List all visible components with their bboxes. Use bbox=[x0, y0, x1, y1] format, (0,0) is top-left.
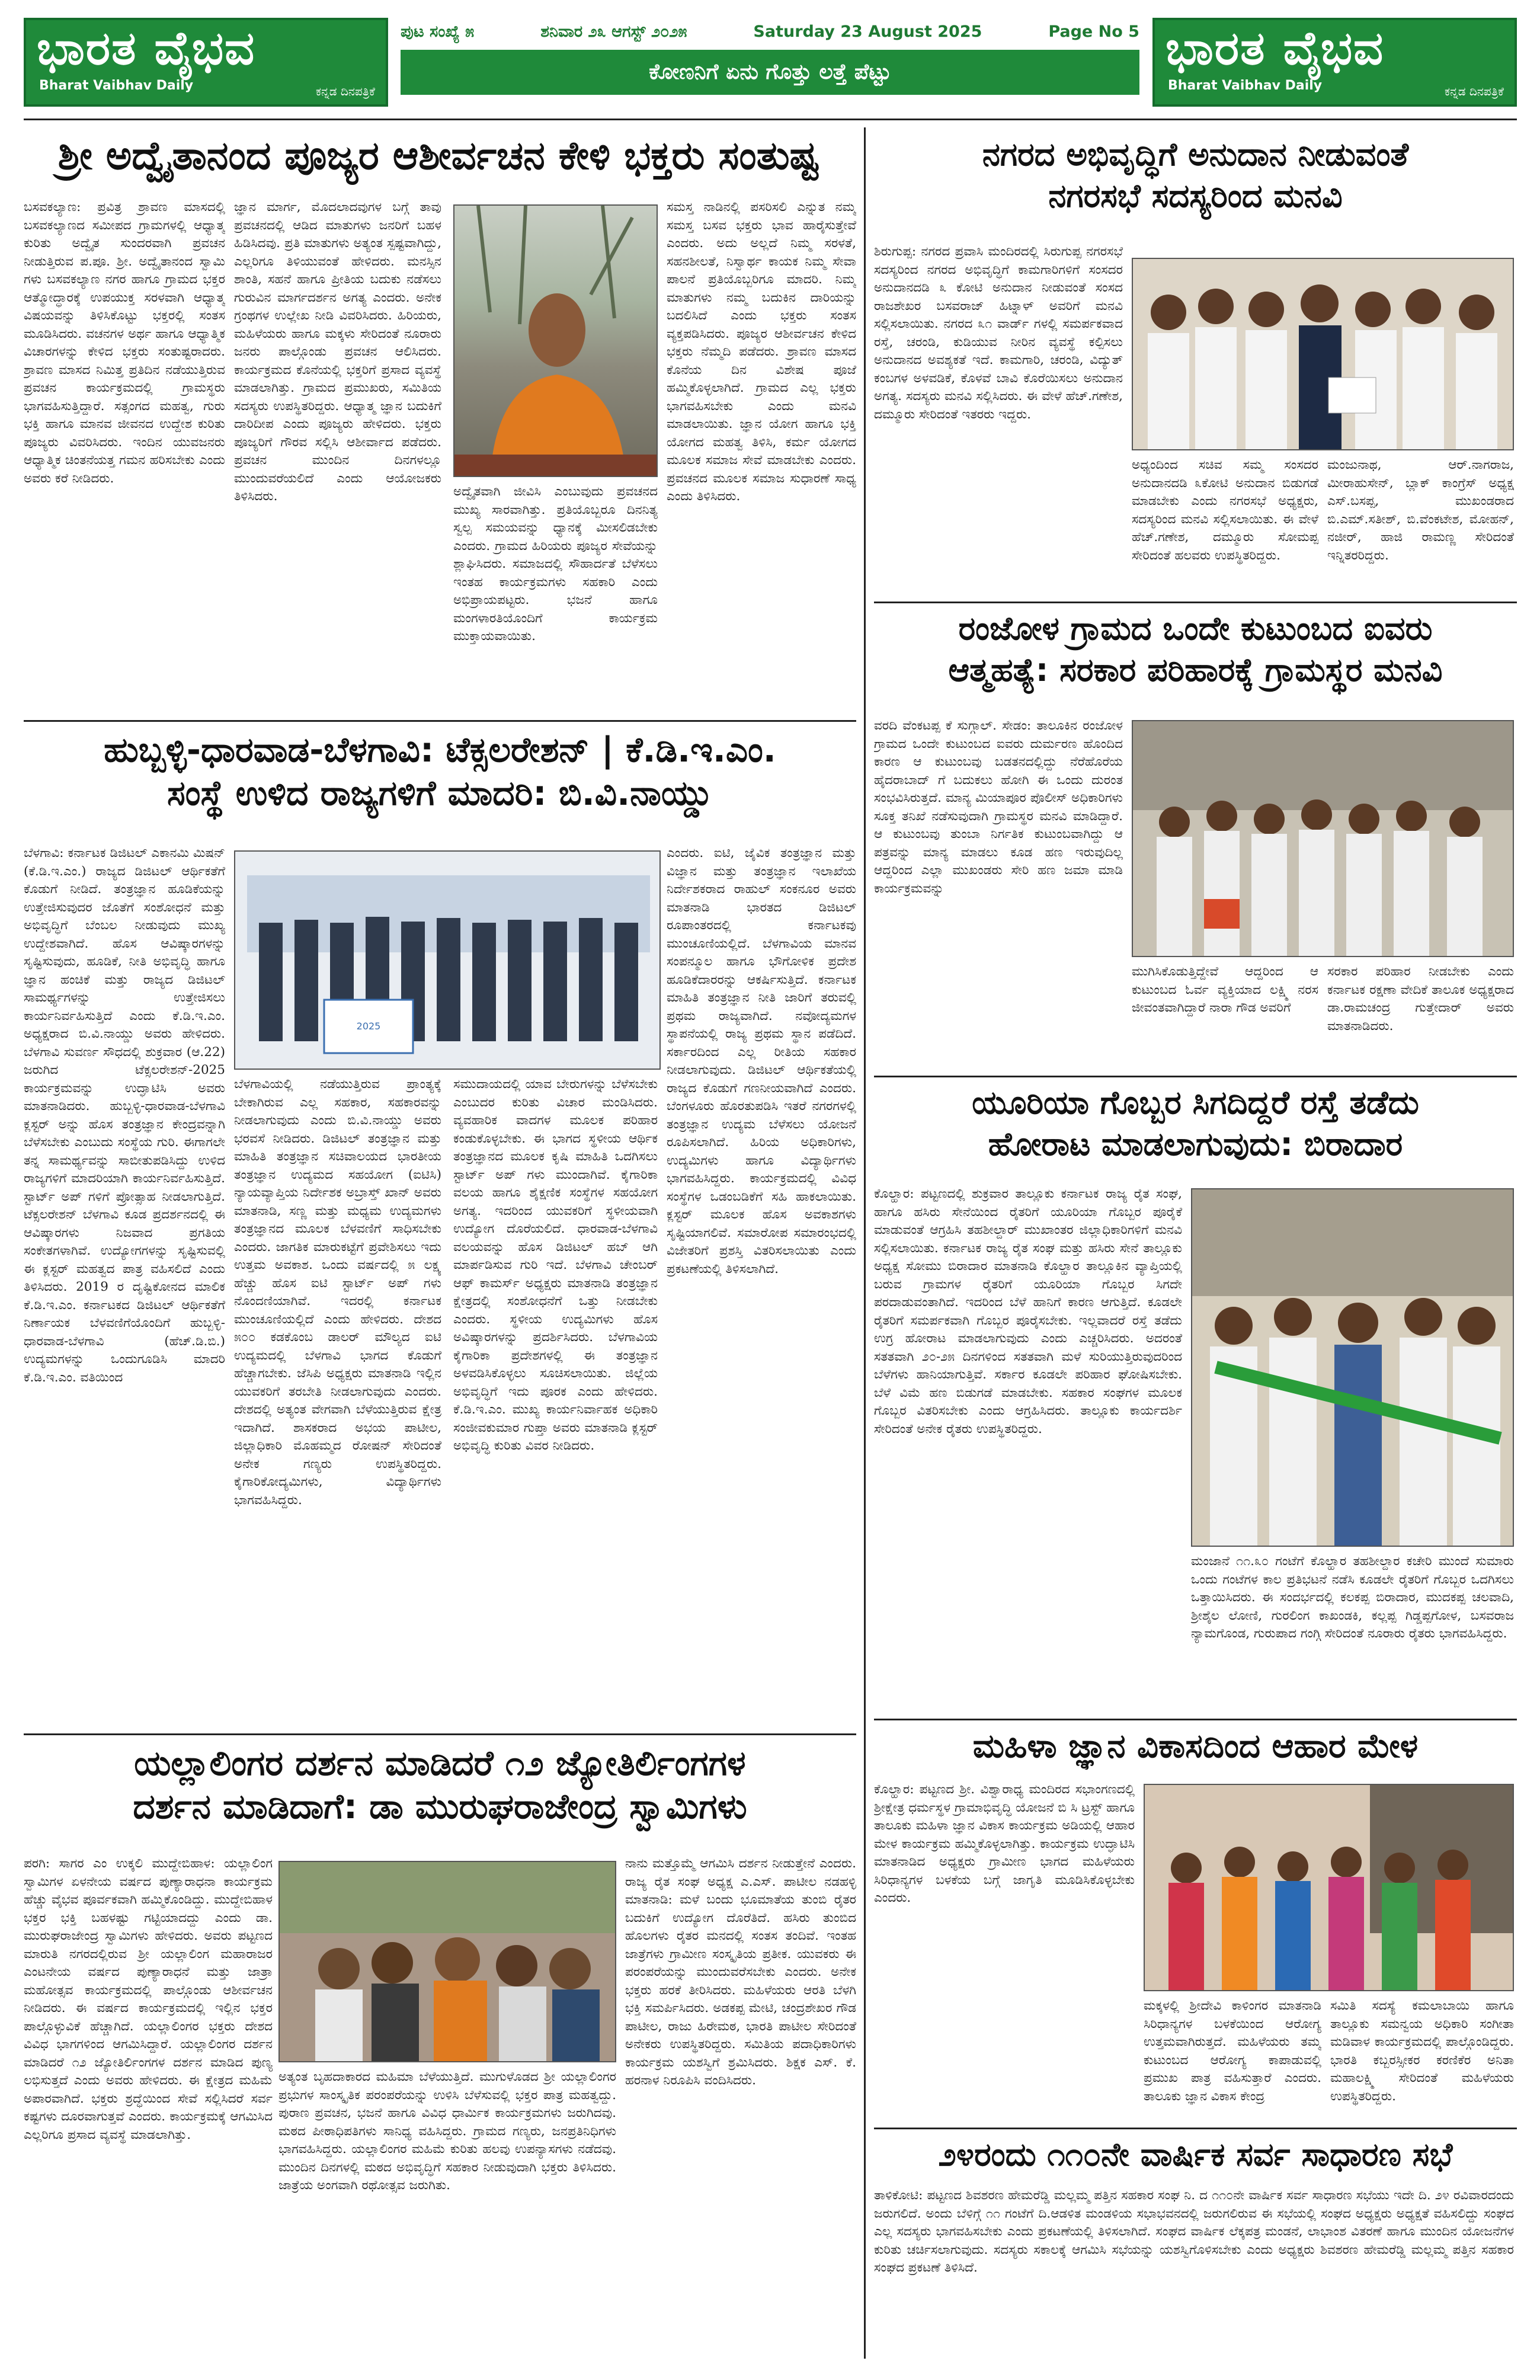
photo-yallalinga bbox=[278, 1861, 616, 2062]
photo-food-fair bbox=[1144, 1784, 1514, 1991]
masthead-left bbox=[24, 18, 388, 107]
article-b4-col2: ಮಕ್ಕಳಲ್ಲಿ ಶ್ರೀದೇವಿ ಕಾಳಿಂಗರ ಮಾತನಾಡಿ ಸಿರಿಧಾನ್ಯಗಳ ಬಳಕೆಯಿಂದ ಆರೋಗ್ಯ ಉತ್ತಮವಾಗಿರುತ್ತದೆ. ಮಹಿಳೆಯರು ತಮ್ಮ ಕುಟುಂಬದ ಆರೋಗ್ಯ ಕಾಪಾಡುವಲ್ಲಿ ಪ್ರಮುಖ ಪಾತ್ರ ವಹಿಸುತ್ತಾರೆ ಎಂದರು. ತಾಲೂಕು ಜ್ಞಾನ ವಿಕಾಸ ಕೇಂದ್ರ bbox=[1144, 1998, 1321, 2104]
issue-number: ಪುಟ ಸಂಖ್ಯೆ ೫ bbox=[401, 23, 475, 41]
article-b4-col3: ಸಮಿತಿ ಸದಸ್ಯೆ ಕಮಲಾಬಾಯಿ ಹಾಗೂ ತಾಲ್ಲೂಕು ಸಮನ್ವಯ ಅಧಿಕಾರಿ ಸಂಗೀತಾ ಮಡಿವಾಳ ಕಾರ್ಯಕ್ರಮದಲ್ಲಿ ಪಾಲ್ಗೊಂಡಿದ್ದರು. ಭಾರತಿ ಕಬ್ಬರಸ್ಸೀಕರ ಕರಣಿಕೆರ ಅನಿತಾ ಮಹಾಲಕ್ಷ್ಮಿ ಸೇರಿದಂತೆ ಮಹಿಳೆಯರು ಉಪಸ್ಥಿತರಿದ್ದರು. bbox=[1330, 1998, 1514, 2104]
photo-municipal-council bbox=[1132, 258, 1514, 450]
article-b2-col3: ಸರಕಾರ ಪರಿಹಾರ ನೀಡಬೇಕು ಎಂದು ಕರ್ನಾಟಕ ರಕ್ಷಣಾ ವೇದಿಕೆ ತಾಲೂಕ ಅಧ್ಯಕ್ಷರಾದ ಡಾ.ರಾಮಚಂದ್ರ ಗುತ್ತೇದಾರ್ ಅವರು ಮಾತನಾಡಿದರು. bbox=[1327, 964, 1514, 1034]
article-a1-col2: ಜ್ಞಾನ ಮಾರ್ಗ, ಮೊದಲಾದವುಗಳ ಬಗ್ಗೆ ತಾವು ಪ್ರವಚನದಲ್ಲಿ ಆಡಿದ ಮಾತುಗಳು ಜನರಿಗೆ ಬಹಳ ಹಿಡಿಸಿದವು. ಪ್ರತಿ ಮಾತುಗಳು ಅತ್ಯಂತ ಸ್ಪಷ್ಟವಾಗಿದ್ದು, ಎಲ್ಲರಿಗೂ ತಿಳಿಯುವಂತೆ ಹೇಳಿದರು. ಮನಸ್ಸಿನ ಶಾಂತಿ, ಸಹನೆ ಹಾಗೂ ಪ್ರೀತಿಯ ಬದುಕು ನಡೆಸಲು ಗುರುವಿನ ಮಾರ್ಗದರ್ಶನ ಅಗತ್ಯ ಎಂದರು. ಅನೇಕ ಗ್ರಂಥಗಳ ಉಲ್ಲೇಖ ನೀಡಿ ವಿವರಿಸಿದರು. ಹಿರಿಯರು, ಮಹಿಳೆಯರು ಹಾಗೂ ಮಕ್ಕಳು ಸೇರಿದಂತೆ ನೂರಾರು ಜನರು ಪಾಲ್ಗೊಂಡು ಪ್ರವಚನ ಆಲಿಸಿದರು. ಕಾರ್ಯಕ್ರಮದ ಕೊನೆಯಲ್ಲಿ ಭಕ್ತರಿಗೆ ಪ್ರಸಾದ ವ್ಯವಸ್ಥೆ ಮಾಡಲಾಗಿತ್ತು. ಗ್ರಾಮದ ಪ್ರಮುಖರು, ಸಮಿತಿಯ ಸದಸ್ಯರು ಉಪಸ್ಥಿತರಿದ್ದರು. ಆಧ್ಯಾತ್ಮ ಜ್ಞಾನ ಬದುಕಿಗೆ ದಾರಿದೀಪ ಎಂದು ಪೂಜ್ಯರು ಹೇಳಿದರು. ಭಕ್ತರು ಪೂಜ್ಯರಿಗೆ ಗೌರವ ಸಲ್ಲಿಸಿ ಆಶೀರ್ವಾದ ಪಡೆದರು. ಪ್ರವಚನ ಮುಂದಿನ ದಿನಗಳಲ್ಲೂ ಮುಂದುವರೆಯಲಿದೆ ಎಂದು ಆಯೋಜಕರು ತಿಳಿಸಿದರು. bbox=[234, 200, 441, 504]
article-a2-col2: ಬೆಳಗಾವಿಯಲ್ಲಿ ನಡೆಯುತ್ತಿರುವ ಪ್ರಾಂತ್ಯಕ್ಕೆ ಬೇಕಾಗಿರುವ ಎಲ್ಲ ಸಹಕಾರ, ಸಹಕಾರವನ್ನು ನೀಡಲಾಗುವುದು ಎಂದು ಬಿ.ವಿ.ನಾಯ್ಡು ಅವರು ಭರವಸೆ ನೀಡಿದರು. ಡಿಜಿಟಲ್ ತಂತ್ರಜ್ಞಾನ ಮತ್ತು ಮಾಹಿತಿ ತಂತ್ರಜ್ಞಾನ ಸಚಿವಾಲಯದ ಭಾರತೀಯ ತಂತ್ರಜ್ಞಾನ ಉದ್ಯಮದ ಸಹಯೋಗ (ಐಟಿಸಿ) ನ್ಯಾಯವ್ಯಾಪ್ತಿಯ ನಿರ್ದೇಶಕ ಅಬ್ರಾಸ್ತ್ ಖಾನ್ ಅವರು ಮಾತನಾಡಿ, ಸಣ್ಣ ಮತ್ತು ಮಧ್ಯಮ ಉದ್ಯಮಗಳು ತಂತ್ರಜ್ಞಾನದ ಮೂಲಕ ಬೆಳವಣಿಗೆ ಸಾಧಿಸಬೇಕು ಎಂದರು. ಜಾಗತಿಕ ಮಾರುಕಟ್ಟೆಗೆ ಪ್ರವೇಶಿಸಲು ಇದು ಉತ್ತಮ ಅವಕಾಶ. ಒಂದು ವರ್ಷದಲ್ಲಿ ೫ ಲಕ್ಷ್ಯ ಹೆಚ್ಚು ಹೊಸ ಐಟಿ ಸ್ಟಾರ್ಟ್ ಅಪ್ ಗಳು ನೊಂದಣಿಯಾಗಿವೆ. ಇದರಲ್ಲಿ ಕರ್ನಾಟಕ ಮುಂಚೂಣಿಯಲ್ಲಿದೆ ಎಂದು ಹೇಳಿದರು. ದೇಶದ ೫೦೦ ಕಡಕೊಂಬ ಡಾಲರ್ ಮೌಲ್ಯದ ಐಟಿ ಉದ್ಯಮದಲ್ಲಿ ಬೆಳಗಾವಿ ಭಾಗದ ಕೊಡುಗೆ ಹೆಚ್ಚಾಗಬೇಕು. ಜೆಸಿಪಿ ಅಧ್ಯಕ್ಷರು ಮಾತನಾಡಿ ಇಲ್ಲಿನ ಯುವಕರಿಗೆ ತರಬೇತಿ ನೀಡಲಾಗುವುದು ಎಂದರು. ದೇಶದಲ್ಲಿ ಅತ್ಯಂತ ವೇಗವಾಗಿ ಬೆಳೆಯುತ್ತಿರುವ ಕ್ಷೇತ್ರ ಇದಾಗಿದೆ. ಶಾಸಕರಾದ ಅಭಯ ಪಾಟೀಲ, ಜಿಲ್ಲಾಧಿಕಾರಿ ಮೊಹಮ್ಮದ ರೋಷನ್ ಸೇರಿದಂತೆ ಅನೇಕ ಗಣ್ಯರು ಉಪಸ್ಥಿತರಿದ್ದರು. ಕೈಗಾರಿಕೋದ್ಯಮಿಗಳು, ವಿದ್ಯಾರ್ಥಿಗಳು ಭಾಗವಹಿಸಿದ್ದರು. bbox=[234, 1077, 441, 1508]
article-a2-col4: ಎಂದರು. ಐಟಿ, ಜೈವಿಕ ತಂತ್ರಜ್ಞಾನ ಮತ್ತು ವಿಜ್ಞಾನ ಮತ್ತು ತಂತ್ರಜ್ಞಾನ ಇಲಾಖೆಯ ನಿರ್ದೇಶಕರಾದ ರಾಹುಲ್ ಸಂಕನೂರ ಅವರು ಮಾತನಾಡಿ ಭಾರತದ ಡಿಜಿಟಲ್ ರೂಪಾಂತರದಲ್ಲಿ ಕರ್ನಾಟಕವು ಮುಂಚೂಣಿಯಲ್ಲಿದೆ. ಬೆಳಗಾವಿಯ ಮಾನವ ಸಂಪನ್ಮೂಲ ಹಾಗೂ ಭೌಗೋಳಿಕ ಪ್ರದೇಶ ಹೂಡಿಕೆದಾರರನ್ನು ಆಕರ್ಷಿಸುತ್ತಿದೆ. ಕರ್ನಾಟಕ ಮಾಹಿತಿ ತಂತ್ರಜ್ಞಾನ ನೀತಿ ಜಾರಿಗೆ ತರುವಲ್ಲಿ ಪ್ರಥಮ ರಾಜ್ಯವಾಗಿದೆ. ನವೋದ್ಯಮಗಳ ಸ್ಥಾಪನೆಯಲ್ಲಿ ರಾಜ್ಯ ಪ್ರಥಮ ಸ್ಥಾನ ಪಡೆದಿದೆ. ಸರ್ಕಾರದಿಂದ ಎಲ್ಲ ರೀತಿಯ ಸಹಕಾರ ನೀಡಲಾಗುವುದು. ಡಿಜಿಟಲ್ ಆರ್ಥಿಕತೆಯಲ್ಲಿ ರಾಜ್ಯದ ಕೊಡುಗೆ ಗಣನೀಯವಾಗಿದೆ ಎಂದರು. ಬೆಂಗಳೂರು ಹೊರತುಪಡಿಸಿ ಇತರೆ ನಗರಗಳಲ್ಲಿ ತಂತ್ರಜ್ಞಾನ ಉದ್ಯಮ ಬೆಳೆಸಲು ಯೋಜನೆ ರೂಪಿಸಲಾಗಿದೆ. ಹಿರಿಯ ಅಧಿಕಾರಿಗಳು, ಉದ್ಯಮಿಗಳು ಹಾಗೂ ವಿದ್ಯಾರ್ಥಿಗಳು ಭಾಗವಹಿಸಿದ್ದರು. ಕಾರ್ಯಕ್ರಮದಲ್ಲಿ ವಿವಿಧ ಸಂಸ್ಥೆಗಳ ಒಡಂಬಡಿಕೆಗೆ ಸಹಿ ಹಾಕಲಾಯಿತು. ಕ್ಲಸ್ಟರ್ ಮೂಲಕ ಹೊಸ ಅವಕಾಶಗಳು ಸೃಷ್ಟಿಯಾಗಲಿವೆ. ಸಮಾರೋಪ ಸಮಾರಂಭದಲ್ಲಿ ವಿಜೇತರಿಗೆ ಪ್ರಶಸ್ತಿ ವಿತರಿಸಲಾಯಿತು ಎಂದು ಪ್ರಕಟಣೆಯಲ್ಲಿ ತಿಳಿಸಲಾಗಿದೆ. bbox=[667, 846, 856, 1277]
tagline-banner: ಕೋಣನಿಗೆ ಏನು ಗೊತ್ತು ಲತ್ತೆ ಪೆಟ್ಟು bbox=[401, 50, 1139, 95]
article-b1-col3: ಮಂಜುನಾಥ, ಆರ್.ನಾಗರಾಜ, ಮೀರಾಹುಸೇನ್, ಬ್ಲಾಕ್ ಕಾಂಗ್ರೆಸ್ ಅಧ್ಯಕ್ಷ ಎಸ್.ಬಸಪ್ಪ, ಮುಖಂಡರಾದ ಬಿ.ಎಮ್.ಸತೀಶ್, ಬಿ.ವೆಂಕಟೇಶ, ಮೋಹನ್, ನಜೀರ್, ಹಾಜಿ ರಾಮಣ್ಣ ಸೇರಿದಂತೆ ಇನ್ನಿತರರಿದ್ದರು. bbox=[1327, 458, 1514, 563]
article-b3-caption: ಮಂಜಾನೆ ೧೧.೩೦ ಗಂಟೆಗೆ ಕೊಲ್ಹಾರ ತಹಶೀಲ್ದಾರ ಕಚೇರಿ ಮುಂದೆ ಸುಮಾರು ಒಂದು ಗಂಟೆಗಳ ಕಾಲ ಪ್ರತಿಭಟನೆ ನಡೆಸಿ ಕೂಡಲೇ ರೈತರಿಗೆ ಗೊಬ್ಬರ ಒದಗಿಸಲು ಒತ್ತಾಯಿಸಿದರು. ಈ ಸಂದರ್ಭದಲ್ಲಿ ಕಲಕಪ್ಪ ಬಿರಾದಾರ, ಮುದಕಪ್ಪ ಚಲವಾದಿ, ಶ್ರೀಶೈಲ ಲೋಣಿ, ಗುರಲಿಂಗ ಕಾಖಂಡಕಿ, ಕಲ್ಲಪ್ಪ ಗಿಡ್ಡಪ್ಪಗೋಳ, ಬಸವರಾಜ ನ್ಯಾಮಗೊಂಡ, ಗುರುಪಾದ ಗಂಗ್ಗಿ ಸೇರಿದಂತೆ ನೂರಾರು ರೈತರು ಭಾಗವಹಿಸಿದ್ದರು. bbox=[1191, 1554, 1514, 1641]
photo-farmers-protest bbox=[1191, 1188, 1514, 1547]
headline-b2-line2: ಆತ್ಮಹತ್ಯೆ: ಸರಕಾರ ಪರಿಹಾರಕ್ಕೆ ಗ್ರಾಮಸ್ಥರ ಮನವಿ bbox=[948, 651, 1443, 689]
article-b4-col1: ಕೊಲ್ಹಾರ: ಪಟ್ಟಣದ ಶ್ರೀ. ವಿಶ್ವಾರಾಧ್ಯ ಮಂದಿರದ ಸಭಾಂಗಣದಲ್ಲಿ ಶ್ರೀಕ್ಷೇತ್ರ ಧರ್ಮಸ್ಥಳ ಗ್ರಾಮಾಭಿವೃದ್ಧಿ ಯೋಜನೆ ಬಿ ಸಿ ಟ್ರಸ್ಟ್ ಹಾಗೂ ತಾಲೂಕು ಮಹಿಳಾ ಜ್ಞಾನ ವಿಕಾಸ ಕಾರ್ಯಕ್ರಮ ಅಡಿಯಲ್ಲಿ ಆಹಾರ ಮೇಳ ಕಾರ್ಯಕ್ರಮ ಹಮ್ಮಿಕೊಳ್ಳಲಾಗಿತ್ತು. ಕಾರ್ಯಕ್ರಮ ಉದ್ಘಾಟಿಸಿ ಮಾತನಾಡಿದ ಅಧ್ಯಕ್ಷರು ಗ್ರಾಮೀಣ ಭಾಗದ ಮಹಿಳೆಯರು ಸಿರಿಧಾನ್ಯಗಳ ಬಳಕೆಯ ಬಗ್ಗೆ ಜಾಗೃತಿ ಮೂಡಿಸಿಕೊಳ್ಳಬೇಕು ಎಂದರು. bbox=[874, 1782, 1135, 1905]
article-a3-col3: ನಾನು ಮತ್ತೊಮ್ಮೆ ಆಗಮಿಸಿ ದರ್ಶನ ನೀಡುತ್ತೇನೆ ಎಂದರು. ರಾಜ್ಯ ರೈತ ಸಂಘ ಅಧ್ಯಕ್ಷ ಎ.ಎಸ್. ಪಾಟೀಲ ನಡಹಳ್ಳಿ ಮಾತನಾಡಿ: ಮಳೆ ಬಂದು ಭೂಮಾತೆಯ ತುಂಬಿ ರೈತರ ಬದುಕಿಗೆ ಉದ್ಯೋಗ ದೊರೆತಿದೆ. ಹಸಿರು ತುಂಬಿದ ಹೊಲಗಳು ರೈತರ ಮನದಲ್ಲಿ ಸಂತಸ ತಂದಿವೆ. ಇಂತಹ ಜಾತ್ರೆಗಳು ಗ್ರಾಮೀಣ ಸಂಸ್ಕೃತಿಯ ಪ್ರತೀಕ. ಯುವಕರು ಈ ಪರಂಪರೆಯನ್ನು ಮುಂದುವರೆಸಬೇಕು ಎಂದರು. ಅನೇಕ ಭಕ್ತರು ಹರಕೆ ತೀರಿಸಿದರು. ಮಹಿಳೆಯರು ಆರತಿ ಬೆಳಗಿ ಭಕ್ತಿ ಸಮರ್ಪಿಸಿದರು. ಅಡಕಪ್ಪ ಮೇಟಿ, ಚಂದ್ರಶೇಖರ ಗೌಡ ಪಾಟೀಲ, ರಾಜು ಹಿರೇಮಠ, ಭಾರತಿ ಪಾಟೀಲ ಸೇರಿದಂತೆ ಅನೇಕರು ಉಪಸ್ಥಿತರಿದ್ದರು. ಸಮಿತಿಯ ಪದಾಧಿಕಾರಿಗಳು ಕಾರ್ಯಕ್ರಮ ಯಶಸ್ವಿಗೆ ಶ್ರಮಿಸಿದರು. ಶಿಕ್ಷಕ ಎಸ್. ಕೆ. ಹರನಾಳ ನಿರೂಪಿಸಿ ವಂದಿಸಿದರು. bbox=[625, 1856, 856, 2088]
headline-a1: ಶ್ರೀ ಅದ್ವೈತಾನಂದ ಪೂಜ್ಯರ ಆಶೀರ್ವಚನ ಕೇಳಿ ಭಕ್ತರು ಸಂತುಷ್ಟ bbox=[57, 133, 819, 178]
article-a1-col4: ಸಮಸ್ತ ನಾಡಿನಲ್ಲಿ ಪಸರಿಸಲಿ ಎನ್ನುತ ನಮ್ಮ ಸಮಸ್ತ ಬಸವ ಭಕ್ತರು ಭಾವ ಹಾರೈಸುತ್ತೇವೆ ಎಂದರು. ಅದು ಅಲ್ಲದೆ ನಿಮ್ಮ ಸರಳತೆ, ಸಹನಶೀಲತೆ, ನಿಸ್ವಾರ್ಥ ಕಾಯಕ ನಿಮ್ಮ ಸೇವಾ ಪಾಲನೆ ಪ್ರತಿಯೊಬ್ಬರಿಗೂ ಮಾದರಿ. ನಿಮ್ಮ ಮಾತುಗಳು ನಮ್ಮ ಬದುಕಿನ ದಾರಿಯನ್ನು ಬದಲಿಸಿದೆ ಎಂದು ಭಕ್ತರು ಸಂತಸ ವ್ಯಕ್ತಪಡಿಸಿದರು. ಪೂಜ್ಯರ ಆಶೀರ್ವಚನ ಕೇಳಿದ ಭಕ್ತರು ನೆಮ್ಮದಿ ಪಡೆದರು. ಶ್ರಾವಣ ಮಾಸದ ಕೊನೆಯ ದಿನ ವಿಶೇಷ ಪೂಜೆ ಹಮ್ಮಿಕೊಳ್ಳಲಾಗಿದೆ. ಗ್ರಾಮದ ಎಲ್ಲ ಭಕ್ತರು ಭಾಗವಹಿಸಬೇಕು ಎಂದು ಮನವಿ ಮಾಡಲಾಯಿತು. ಜ್ಞಾನ ಯೋಗ ಹಾಗೂ ಭಕ್ತಿ ಯೋಗದ ಮಹತ್ವ ತಿಳಿಸಿ, ಕರ್ಮ ಯೋಗದ ಮೂಲಕ ಸಮಾಜ ಸೇವೆ ಮಾಡಬೇಕು ಎಂದರು. ಪ್ರವಚನದ ಮೂಲಕ ಸಮಾಜ ಸುಧಾರಣೆ ಸಾಧ್ಯ ಎಂದು ತಿಳಿಸಿದರು. bbox=[667, 200, 856, 504]
article-a2-col1: ಬೆಳಗಾವಿ: ಕರ್ನಾಟಕ ಡಿಜಿಟಲ್ ಎಕಾನಮಿ ಮಿಷನ್ (ಕೆ.ಡಿ.ಇ.ಎಂ.) ರಾಜ್ಯದ ಡಿಜಿಟಲ್ ಆರ್ಥಿಕತೆಗೆ ಕೊಡುಗೆ ನೀಡಿದೆ. ತಂತ್ರಜ್ಞಾನ ಹೂಡಿಕೆಯನ್ನು ಉತ್ತೇಜಿಸುವುದರ ಜೊತೆಗೆ ಸಂಶೋಧನೆ ಮತ್ತು ಅಭಿವೃದ್ಧಿಗೆ ಬೆಂಬಲ ನೀಡುವುದು ಮುಖ್ಯ ಉದ್ದೇಶವಾಗಿದೆ. ಹೊಸ ಆವಿಷ್ಕಾರಗಳನ್ನು ಸೃಷ್ಟಿಸುವುದು, ಹೂಡಿಕೆ, ನೀತಿ ಅಭಿವೃದ್ಧಿ ಹಾಗೂ ಜ್ಞಾನ ಹಂಚಿಕೆ ಮತ್ತು ರಾಜ್ಯದ ಡಿಜಿಟಲ್ ಸಾಮರ್ಥ್ಯಗಳನ್ನು ಉತ್ತೇಜಿಸಲು ಕಾರ್ಯನಿರ್ವಹಿಸುತ್ತಿದೆ ಎಂದು ಕೆ.ಡಿ.ಇ.ಎಂ. ಅಧ್ಯಕ್ಷರಾದ ಬಿ.ವಿ.ನಾಯ್ಡು ಅವರು ಹೇಳಿದರು. ಬೆಳಗಾವಿ ಸುವರ್ಣ ಸೌಧದಲ್ಲಿ ಶುಕ್ರವಾರ (ಆ.22) ಜರುಗಿದ ಟೆಕ್ಸಲರೇಶನ್-2025 ಕಾರ್ಯಕ್ರಮವನ್ನು ಉದ್ಘಾಟಿಸಿ ಅವರು ಮಾತನಾಡಿದರು. ಹುಬ್ಬಳ್ಳಿ-ಧಾರವಾಡ-ಬೆಳಗಾವಿ ಕ್ಲಸ್ಟರ್ ಅನ್ನು ಹೊಸ ತಂತ್ರಜ್ಞಾನ ಕೇಂದ್ರವನ್ನಾಗಿ ಬೆಳೆಸಬೇಕು ಎಂಬುದು ಸಂಸ್ಥೆಯ ಗುರಿ. ಈಗಾಗಲೇ ತನ್ನ ಸಾಮರ್ಥ್ಯವನ್ನು ಸಾಬೀತುಪಡಿಸಿದ್ದು ಉಳಿದ ರಾಜ್ಯಗಳಿಗೆ ಮಾದರಿಯಾಗಿ ಕಾರ್ಯನಿರ್ವಹಿಸುತ್ತಿದೆ. ಸ್ಟಾರ್ಟ್ ಅಪ್ ಗಳಿಗೆ ಪ್ರೋತ್ಸಾಹ ನೀಡಲಾಗುತ್ತಿದೆ. ಟೆಕ್ಸಲರೇಶನ್ ಬೆಳಗಾವಿ ಕೂಡ ಪ್ರದರ್ಶನದಲ್ಲಿ ಈ ಆವಿಷ್ಕಾರಗಳು ನಿಜವಾದ ಪ್ರಗತಿಯ ಸಂಕೇತಗಳಾಗಿವೆ. ಉದ್ಯೋಗಗಳನ್ನು ಸೃಷ್ಟಿಸುವಲ್ಲಿ ಈ ಕ್ಲಸ್ಟರ್ ಮಹತ್ವದ ಪಾತ್ರ ವಹಿಸಲಿದೆ ಎಂದು ತಿಳಿಸಿದರು. 2019 ರ ದೃಷ್ಟಿಕೋನದ ಮಾಲಿಕ ಕೆ.ಡಿ.ಇ.ಎಂ. ಕರ್ನಾಟಕದ ಡಿಜಿಟಲ್ ಆರ್ಥಿಕತೆಗೆ ನಿರ್ಣಾಯಕ ಬೆಳವಣಿಗೆಯೊಂದಿಗೆ ಹುಬ್ಬಳ್ಳಿ-ಧಾರವಾಡ-ಬೆಳಗಾವಿ (ಹೆಚ್.ಡಿ.ಬಿ.) ಉದ್ಯಮಗಳನ್ನು ಒಂದುಗೂಡಿಸಿ ಮಾದರಿ ಕೆ.ಡಿ.ಇ.ಎಂ. ವತಿಯಿಂದ bbox=[24, 846, 225, 1385]
masthead-kannada-sub: ಕನ್ನಡ ದಿನಪತ್ರಿಕೆ bbox=[1444, 84, 1504, 98]
article-a2-col3: ಸಮುದಾಯದಲ್ಲಿ ಯಾವ ಬೇರುಗಳನ್ನು ಬೆಳೆಸಬೇಕು ಎಂಬುದರ ಕುರಿತು ವಿಚಾರ ಮಂಡಿಸಿದರು. ವ್ಯವಹಾರಿಕ ವಾದಗಳ ಮೂಲಕ ಪರಿಹಾರ ಕಂಡುಕೊಳ್ಳಬೇಕು. ಈ ಭಾಗದ ಸ್ಥಳೀಯ ಆರ್ಥಿಕ ತಂತ್ರಜ್ಞಾನದ ಮೂಲಕ ಕೃಷಿ ಮಾಹಿತಿ ಒದಗಿಸಲು ಸ್ಟಾರ್ಟ್ ಅಪ್ ಗಳು ಮುಂದಾಗಿವೆ. ಕೈಗಾರಿಕಾ ವಲಯ ಹಾಗೂ ಶೈಕ್ಷಣಿಕ ಸಂಸ್ಥೆಗಳ ಸಹಯೋಗ ಅಗತ್ಯ. ಇದರಿಂದ ಯುವಕರಿಗೆ ಸ್ಥಳೀಯವಾಗಿ ಉದ್ಯೋಗ ದೊರೆಯಲಿದೆ. ಧಾರವಾಡ-ಬೆಳಗಾವಿ ವಲಯವನ್ನು ಹೊಸ ಡಿಜಿಟಲ್ ಹಬ್ ಆಗಿ ಮಾರ್ಪಡಿಸುವ ಗುರಿ ಇದೆ. ಬೆಳಗಾವಿ ಚೇಂಬರ್ ಆಫ್ ಕಾಮರ್ಸ್ ಅಧ್ಯಕ್ಷರು ಮಾತನಾಡಿ ತಂತ್ರಜ್ಞಾನ ಕ್ಷೇತ್ರದಲ್ಲಿ ಸಂಶೋಧನೆಗೆ ಒತ್ತು ನೀಡಬೇಕು ಎಂದರು. ಸ್ಥಳೀಯ ಉದ್ಯಮಿಗಳು ಹೊಸ ಅವಿಷ್ಕಾರಗಳನ್ನು ಪ್ರದರ್ಶಿಸಿದರು. ಬೆಳಗಾವಿಯ ಕೈಗಾರಿಕಾ ಪ್ರದೇಶಗಳಲ್ಲಿ ಈ ತಂತ್ರಜ್ಞಾನ ಅಳವಡಿಸಿಕೊಳ್ಳಲು ಸೂಚಿಸಲಾಯಿತು. ಜಿಲ್ಲೆಯ ಅಭಿವೃದ್ಧಿಗೆ ಇದು ಪೂರಕ ಎಂದು ಹೇಳಿದರು. ಕೆ.ಡಿ.ಇ.ಎಂ. ಮುಖ್ಯ ಕಾರ್ಯನಿರ್ವಾಹಕ ಅಧಿಕಾರಿ ಸಂಜೀವಕುಮಾರ ಗುಪ್ತಾ ಅವರು ಮಾತನಾಡಿ ಕ್ಲಸ್ಟರ್ ಅಭಿವೃದ್ಧಿ ಕುರಿತು ವಿವರ ನೀಡಿದರು. bbox=[453, 1077, 658, 1453]
masthead-english: Bharat Vaibhav Daily bbox=[39, 78, 194, 93]
date-english: Saturday 23 August 2025 bbox=[753, 23, 982, 41]
article-b3-col1: ಕೊಲ್ಹಾರ: ಪಟ್ಟಣದಲ್ಲಿ ಶುಕ್ರವಾರ ತಾಲ್ಲೂಕು ಕರ್ನಾಟಕ ರಾಜ್ಯ ರೈತ ಸಂಘ, ಹಾಗೂ ಹಸಿರು ಸೇನೆಯಿಂದ ರೈತರಿಗೆ ಯೂರಿಯಾ ಗೊಬ್ಬರ ಪೂರೈಕೆ ಮಾಡುವಂತೆ ಆಗ್ರಹಿಸಿ ತಹಶೀಲ್ದಾರ್ ಮುಖಾಂತರ ಜಿಲ್ಲಾಧಿಕಾರಿಗಳಿಗೆ ಮನವಿ ಸಲ್ಲಿಸಲಾಯಿತು. ಕರ್ನಾಟಕ ರಾಜ್ಯ ರೈತ ಸಂಘ ಮತ್ತು ಹಸಿರು ಸೇನೆ ತಾಲ್ಲೂಕು ಅಧ್ಯಕ್ಷ ಸೋಮು ಬಿರಾದಾರ ಮಾತನಾಡಿ ಕೊಲ್ಹಾರ ತಾಲ್ಲೂಕಿನ ವ್ಯಾಪ್ತಿಯಲ್ಲಿ ಬರುವ ಗ್ರಾಮಗಳ ರೈತರಿಗೆ ಯೂರಿಯಾ ಗೊಬ್ಬರ ಸಿಗದೇ ಪರದಾಡುವಂತಾಗಿದೆ. ಇದರಿಂದ ಬೆಳೆ ಹಾನಿಗೆ ಕಾರಣ ಆಗುತ್ತಿದೆ. ಕೂಡಲೇ ರೈತರಿಗೆ ಸಮರ್ಪಕವಾಗಿ ಗೊಬ್ಬರ ಪೂರೈಸಬೇಕು. ಇಲ್ಲವಾದರೆ ರಸ್ತೆ ತಡೆದು ಉಗ್ರ ಹೋರಾಟ ಮಾಡಲಾಗುವುದು ಎಂದು ಎಚ್ಚರಿಸಿದರು. ಅದರಂತೆ ಸತತವಾಗಿ ೨೦-೨೫ ದಿನಗಳಿಂದ ಸತತವಾಗಿ ಮಳೆ ಸುರಿಯುತ್ತಿರುವುದರಿಂದ ಬೆಳೆಗಳು ಹಾನಿಯಾಗುತ್ತಿವೆ. ಸರ್ಕಾರ ಕೂಡಲೇ ಪರಿಹಾರ ಘೋಷಿಸಬೇಕು. ಬೆಳೆ ವಿಮೆ ಹಣ ಬಿಡುಗಡೆ ಮಾಡಬೇಕು. ಸಹಕಾರ ಸಂಘಗಳ ಮೂಲಕ ಗೊಬ್ಬರ ವಿತರಿಸಬೇಕು ಎಂದು ಆಗ್ರಹಿಸಿದರು. ತಾಲ್ಲೂಕು ಕಾರ್ಯದರ್ಶಿ ಸೇರಿದಂತೆ ಅನೇಕ ರೈತರು ಉಪಸ್ಥಿತರಿದ್ದರು. bbox=[874, 1186, 1182, 1437]
article-a1-col1: ಬಸವಕಲ್ಯಾಣ: ಪ್ರವಿತ್ರ ಶ್ರಾವಣ ಮಾಸದಲ್ಲಿ ಬಸವಕಲ್ಯಾಣದ ಸಮೀಪದ ಗ್ರಾಮಗಳಲ್ಲಿ ಆಧ್ಯಾತ್ಮ ಕುರಿತು ಅದ್ವೈತ ಸುಂದರವಾಗಿ ಪ್ರವಚನ ನೀಡುತ್ತಿರುವ ಪ.ಪೂ. ಶ್ರೀ. ಅದ್ವೈತಾನಂದ ಸ್ವಾಮಿ ಗಳು ಬಸವಕಲ್ಯಾಣ ನಗರ ಹಾಗೂ ಗ್ರಾಮದ ಭಕ್ತರ ಆತ್ಮೋದ್ಧಾರಕ್ಕೆ ಉಪಯುಕ್ತ ಸರಳವಾಗಿ ಆಧ್ಯಾತ್ಮ ವಿಷಯವನ್ನು ತಿಳಿಸಿಕೊಟ್ಟು ಭಕ್ತರಲ್ಲಿ ಸಂತಸ ಮೂಡಿಸಿದರು. ವಚನಗಳ ಅರ್ಥ ಹಾಗೂ ಆಧ್ಯಾತ್ಮಿಕ ವಿಚಾರಗಳನ್ನು ಕೇಳಿದ ಭಕ್ತರು ಸಂತುಷ್ಟರಾದರು. ಶ್ರಾವಣ ಮಾಸದ ನಿಮಿತ್ತ ಪ್ರತಿದಿನ ನಡೆಯುತ್ತಿರುವ ಪ್ರವಚನ ಕಾರ್ಯಕ್ರಮದಲ್ಲಿ ಗ್ರಾಮಸ್ಥರು ಭಾಗವಹಿಸುತ್ತಿದ್ದಾರೆ. ಸತ್ಸಂಗದ ಮಹತ್ವ, ಗುರು ಭಕ್ತಿ ಹಾಗೂ ಮಾನವ ಜೀವನದ ಉದ್ದೇಶ ಕುರಿತು ಪೂಜ್ಯರು ವಿವರಿಸಿದರು. ಇಂದಿನ ಯುವಜನರು ಆಧ್ಯಾತ್ಮಿಕ ಚಿಂತನೆಯತ್ತ ಗಮನ ಹರಿಸಬೇಕು ಎಂದು ಅವರು ಕರೆ ನೀಡಿದರು. bbox=[24, 200, 225, 486]
article-b5-body: ತಾಳಿಕೋಟಿ: ಪಟ್ಟಣದ ಶಿವಶರಣ ಹೇಮರೆಡ್ಡಿ ಮಲ್ಲಮ್ಮ ಪತ್ತಿನ ಸಹಕಾರ ಸಂಘ ನಿ. ದ ೧೧೦ನೇ ವಾರ್ಷಿಕ ಸರ್ವ ಸಾಧಾರಣ ಸಭೆಯು ಇದೇ ದಿ. ೨೪ ರವಿವಾರದಂದು ಜರುಗಲಿದೆ. ಅಂದು ಬೆಳಿಗ್ಗೆ ೧೧ ಗಂಟೆಗೆ ದಿ.ಆಡಳಿತ ಮಂಡಳಿಯ ಸಭಾಭವನದಲ್ಲಿ ಜರುಗಲಿರುವ ಈ ಸಭೆಯಲ್ಲಿ ಸಂಘದ ಅಧ್ಯಕ್ಷರು ಅಧ್ಯಕ್ಷತೆ ವಹಿಸಲಿದ್ದು ಸಂಘದ ಎಲ್ಲ ಸದಸ್ಯರು ಭಾಗವಹಿಸಬೇಕು ಎಂದು ಪ್ರಕಟಣೆಯಲ್ಲಿ ತಿಳಿಸಲಾಗಿದೆ. ಸಂಘದ ವಾರ್ಷಿಕ ಲೆಕ್ಕಪತ್ರ ಮಂಡನೆ, ಲಾಭಾಂಶ ವಿತರಣೆ ಹಾಗೂ ಮುಂದಿನ ಯೋಜನೆಗಳ ಕುರಿತು ಚರ್ಚಿಸಲಾಗುವುದು. ಸದಸ್ಯರು ಸಕಾಲಕ್ಕೆ ಆಗಮಿಸಿ ಸಭೆಯನ್ನು ಯಶಸ್ವಿಗೊಳಿಸಬೇಕು ಎಂದು ಅಧ್ಯಕ್ಷರು ಶಿವಶರಣ ಹೇಮರೆಡ್ಡಿ ಮಲ್ಲಮ್ಮ ಪತ್ತಿನ ಸಹಕಾರ ಸಂಘದ ಪ್ರಕಟಣೆ ತಿಳಿಸಿದೆ. bbox=[874, 2188, 1514, 2275]
headline-a3-line1: ಯಲ್ಲಾಲಿಂಗರ ದರ್ಶನ ಮಾಡಿದರೆ ೧೨ ಜ್ಯೋತಿರ್ಲಿಂಗಗಳ bbox=[134, 1743, 746, 1783]
headline-b2-line1: ರಂಜೋಳ ಗ್ರಾಮದ ಒಂದೇ ಕುಟುಂಬದ ಐವರು bbox=[958, 610, 1433, 647]
article-a1-col3: ಅದ್ವೈತವಾಗಿ ಜೀವಿಸಿ ಎಂಬುವುದು ಪ್ರವಚನದ ಮುಖ್ಯ ಸಾರವಾಗಿತ್ತು. ಪ್ರತಿಯೊಬ್ಬರೂ ದಿನನಿತ್ಯ ಸ್ವಲ್ಪ ಸಮಯವನ್ನು ಧ್ಯಾನಕ್ಕೆ ಮೀಸಲಿಡಬೇಕು ಎಂದರು. ಗ್ರಾಮದ ಹಿರಿಯರು ಪೂಜ್ಯರ ಸೇವೆಯನ್ನು ಶ್ಲಾಘಿಸಿದರು. ಸಮಾಜದಲ್ಲಿ ಸೌಹಾರ್ದತೆ ಬೆಳೆಸಲು ಇಂತಹ ಕಾರ್ಯಕ್ರಮಗಳು ಸಹಕಾರಿ ಎಂದು ಅಭಿಪ್ರಾಯಪಟ್ಟರು. ಭಜನೆ ಹಾಗೂ ಮಂಗಳಾರತಿಯೊಂದಿಗೆ ಕಾರ್ಯಕ್ರಮ ಮುಕ್ತಾಯವಾಯಿತು. bbox=[453, 484, 658, 644]
headline-b3-line1: ಯೂರಿಯಾ ಗೊಬ್ಬರ ಸಿಗದಿದ್ದರೆ ರಸ್ತೆ ತಡೆದು bbox=[972, 1084, 1419, 1121]
article-b2-col1: ವರದಿ ವೆಂಕಟಪ್ಪ ಕೆ ಸುಗ್ಗಾಲ್. ಸೇಡಂ: ತಾಲೂಕಿನ ರಂಜೋಳ ಗ್ರಾಮದ ಒಂದೇ ಕುಟುಂಬದ ಐವರು ದುರ್ಮರಣ ಹೊಂದಿದ ಕಾರಣ ಆ ಕುಟುಂಬವು ಬಡತನದಲ್ಲಿದ್ದು ನೆರೆಹೊರೆಯ ಹೈದರಾಬಾದ್ ಗೆ ಬದುಕಲು ಹೋಗಿ ಈ ಒಂದು ದುರಂತ ಸಂಭವಿಸಿರುತ್ತದೆ. ಮಾನ್ಯ ಮಿಯಾಪೂರ ಪೊಲೀಸ್ ಅಧಿಕಾರಿಗಳು ಸೂಕ್ತ ತನಿಖೆ ನಡೆಸುವುದಾಗಿ ಗ್ರಾಮಸ್ಥರ ಮನವಿ ಮಾಡಿದ್ದಾರೆ. ಆ ಕುಟುಂಬವು ತುಂಬಾ ನಿರ್ಗತಿಕ ಕುಟುಂಬವಾಗಿದ್ದು ಆ ಪತ್ರವನ್ನು ಮಾನ್ಯ ಮಾಡಲು ಕೂಡ ಹಣ ಇರುವುದಿಲ್ಲ ಆದ್ದರಿಂದ ಎಲ್ಲಾ ಮುಖಂಡರು ಸೇರಿ ಹಣ ಜಮಾ ಮಾಡಿ ಕಾರ್ಯಕ್ರಮವನ್ನು bbox=[874, 718, 1123, 896]
masthead-kannada-sub: ಕನ್ನಡ ದಿನಪತ್ರಿಕೆ bbox=[315, 84, 375, 98]
headline-b1-line2: ನಗರಸಭೆ ಸದಸ್ಯರಿಂದ ಮನವಿ bbox=[1048, 177, 1343, 215]
masthead-english: Bharat Vaibhav Daily bbox=[1168, 78, 1323, 93]
photo-techceleration bbox=[234, 850, 661, 1070]
headline-b5: ೨೪ರಂದು ೧೧೦ನೇ ವಾರ್ಷಿಕ ಸರ್ವ ಸಾಧಾರಣ ಸಭೆ bbox=[938, 2136, 1453, 2173]
headline-b4: ಮಹಿಳಾ ಜ್ಞಾನ ವಿಕಾಸದಿಂದ ಆಹಾರ ಮೇಳ bbox=[972, 1727, 1419, 1765]
header-info bbox=[392, 18, 1148, 107]
svg-text:2025: 2025 bbox=[356, 1021, 381, 1032]
masthead-title: ಭಾರತ ವೈಭವ bbox=[37, 22, 256, 75]
article-b1-col1: ಶಿರುಗುಪ್ಪ: ನಗರದ ಪ್ರವಾಸಿ ಮಂದಿರದಲ್ಲಿ ಸಿರುಗುಪ್ಪ ನಗರಸಭೆ ಸದಸ್ಯರಿಂದ ನಗರದ ಅಭಿವೃದ್ಧಿಗೆ ಕಾಮಗಾರಿಗಳಿಗೆ ಸಂಸದರ ಅನುದಾನದಡಿ ೩ ಕೋಟಿ ಅನುದಾನ ನೀಡುವಂತೆ ಸಂಸದ ರಾಜಶೇಖರ ಬಸವರಾಜ್ ಹಿಟ್ನಾಳ್ ಅವರಿಗೆ ಮನವಿ ಸಲ್ಲಿಸಲಾಯಿತು. ನಗರದ ೩೧ ವಾರ್ಡ್ ಗಳಲ್ಲಿ ಸಮರ್ಪಕವಾದ ರಸ್ತೆ, ಚರಂಡಿ, ಕುಡಿಯುವ ನೀರಿನ ವ್ಯವಸ್ಥೆ ಕಲ್ಪಿಸಲು ಅನುದಾನದ ಅವಶ್ಯಕತೆ ಇದೆ. ಕಾಮಗಾರಿ, ಚರಂಡಿ, ವಿದ್ಯುತ್ ಕಂಬಗಳ ಅಳವಡಿಕೆ, ಕೊಳವೆ ಬಾವಿ ಕೊರೆಯಿಸಲು ಅನುದಾನ ಅಗತ್ಯ. ಸದಸ್ಯರು ಮನವಿ ಸಲ್ಲಿಸಿದರು. ಈ ವೇಳೆ ಹೆಚ್.ಗಣೇಶ, ದಮ್ಮೂರು ಸೇರಿದಂತೆ ಇತರರು ಇದ್ದರು. bbox=[874, 244, 1123, 422]
headline-a2-line2: ಸಂಸ್ಥೆ ಉಳಿದ ರಾಜ್ಯಗಳಿಗೆ ಮಾದರಿ: ಬಿ.ವಿ.ನಾಯ್ಡು bbox=[167, 773, 713, 813]
article-b2-col2: ಮುಗಿಸಿಕೊಡುತ್ತಿದ್ದೇವೆ ಆದ್ದರಿಂದ ಆ ಕುಟುಂಬದ ಓರ್ವ ವ್ಯಕ್ತಿಯಾದ ಲಕ್ಷ್ಮಿ ನರಸ ಜೀವಂತವಾಗಿದ್ದಾರೆ ನಾರಾ ಗೌಡ ಅವರಿಗೆ bbox=[1132, 964, 1318, 1015]
masthead-title: ಭಾರತ ವೈಭವ bbox=[1166, 22, 1385, 75]
headline-b3-line2: ಹೋರಾಟ ಮಾಡಲಾಗುವುದು: ಬಿರಾದಾರ bbox=[988, 1125, 1403, 1163]
page-number: Page No 5 bbox=[1048, 23, 1139, 41]
article-a3-caption: ಅತ್ಯಂತ ಬೃಹದಾಕಾರದ ಮಹಿಮಾ ಬೆಳೆಯುತ್ತಿದೆ. ಮುಗುಳೊಡದ ಶ್ರೀ ಯಲ್ಲಾಲಿಂಗರ ಪ್ರಭುಗಳ ಸಾಂಸ್ಕೃತಿಕ ಪರಂಪರೆಯನ್ನು ಉಳಿಸಿ ಬೆಳೆಸುವಲ್ಲಿ ಭಕ್ತರ ಪಾತ್ರ ಮಹತ್ವದ್ದು. ಪುರಾಣ ಪ್ರವಚನ, ಭಜನೆ ಹಾಗೂ ವಿವಿಧ ಧಾರ್ಮಿಕ ಕಾರ್ಯಕ್ರಮಗಳು ಜರುಗಿದವು. ಮಠದ ಪೀಠಾಧಿಪತಿಗಳು ಸಾನಿಧ್ಯ ವಹಿಸಿದ್ದರು. ಗ್ರಾಮದ ಗಣ್ಯರು, ಜನಪ್ರತಿನಿಧಿಗಳು ಭಾಗವಹಿಸಿದ್ದರು. ಯಲ್ಲಾಲಿಂಗರ ಮಹಿಮೆ ಕುರಿತು ಹಲವು ಉಪನ್ಯಾಸಗಳು ನಡೆದವು. ಮುಂದಿನ ದಿನಗಳಲ್ಲಿ ಮಠದ ಅಭಿವೃದ್ಧಿಗೆ ಸಹಕಾರ ನೀಡುವುದಾಗಿ ಭಕ್ತರು ತಿಳಿಸಿದರು. ಜಾತ್ರೆಯ ಅಂಗವಾಗಿ ರಥೋತ್ಸವ ಜರುಗಿತು. bbox=[278, 2069, 616, 2193]
article-a3-col1: ಪರಗಿ: ಸಾಗರ ಎಂ ಉಕ್ಕಲಿ ಮುದ್ದೇಬಿಹಾಳ: ಯಲ್ಲಾಲಿಂಗ ಸ್ವಾಮಿಗಳ ಏಳನೇಯ ವರ್ಷದ ಪುಣ್ಯಾರಾಧನಾ ಕಾರ್ಯಕ್ರಮ ಹೆಚ್ಚು ವೈಭವ ಪೂರ್ವಕವಾಗಿ ಹಮ್ಮಿಕೊಂಡಿದ್ದು. ಮುದ್ದೇಬಿಹಾಳ ಭಕ್ತರ ಭಕ್ತಿ ಬಹಳಷ್ಟು ಗಟ್ಟಿಯಾದದ್ದು ಎಂದು ಡಾ. ಮುರುಘರಾಜೇಂದ್ರ ಸ್ವಾಮಿಗಳು ಹೇಳಿದರು. ಅವರು ಪಟ್ಟಣದ ಮಾರುತಿ ನಗರದಲ್ಲಿರುವ ಶ್ರೀ ಯಲ್ಲಾಲಿಂಗ ಮಹಾರಾಜರ ಎಂಟನೇಯ ವರ್ಷದ ಪುಣ್ಯಾರಾಧನೆ ಮತ್ತು ಜಾತ್ರಾ ಮಹೋತ್ಸವ ಕಾರ್ಯಕ್ರಮದಲ್ಲಿ ಪಾಲ್ಗೊಂಡು ಆಶೀರ್ವಚನ ನೀಡಿದರು. ಈ ವರ್ಷದ ಕಾರ್ಯಕ್ರಮದಲ್ಲಿ ಇಲ್ಲಿನ ಭಕ್ತರ ಪಾಲ್ಗೊಳ್ಳುವಿಕೆ ಹೆಚ್ಚಾಗಿದೆ. ಯಲ್ಲಾಲಿಂಗರ ಭಕ್ತರು ದೇಶದ ವಿವಿಧ ಭಾಗಗಳಿಂದ ಆಗಮಿಸಿದ್ದಾರೆ. ಯಲ್ಲಾಲಿಂಗರ ದರ್ಶನ ಮಾಡಿದರೆ ೧೨ ಜ್ಯೋತಿರ್ಲಿಂಗಗಳ ದರ್ಶನ ಮಾಡಿದ ಪುಣ್ಯ ಲಭಿಸುತ್ತದೆ ಎಂದು ಅವರು ಹೇಳಿದರು. ಈ ಕ್ಷೇತ್ರದ ಮಹಿಮೆ ಅಪಾರವಾಗಿದೆ. ಭಕ್ತರು ಶ್ರದ್ಧೆಯಿಂದ ಸೇವೆ ಸಲ್ಲಿಸಿದರೆ ಸರ್ವ ಕಷ್ಟಗಳು ದೂರವಾಗುತ್ತವೆ ಎಂದರು. ಕಾರ್ಯಕ್ರಮಕ್ಕೆ ಆಗಮಿಸಿದ ಎಲ್ಲರಿಗೂ ಪ್ರಸಾದ ವ್ಯವಸ್ಥೆ ಮಾಡಲಾಗಿತ್ತು. bbox=[24, 1856, 273, 2142]
masthead-right bbox=[1152, 18, 1517, 107]
headline-a2-line1: ಹುಬ್ಬಳ್ಳಿ-ಧಾರವಾಡ-ಬೆಳಗಾವಿ: ಟೆಕ್ಸಲರೇಶನ್ | ಕೆ.ಡಿ.ಇ.ಎಂ. bbox=[104, 730, 776, 770]
photo-swami bbox=[453, 204, 658, 477]
headline-b1-line1: ನಗರದ ಅಭಿವೃದ್ಧಿಗೆ ಅನುದಾನ ನೀಡುವಂತೆ bbox=[982, 136, 1409, 173]
headline-a3-line2: ದರ್ಶನ ಮಾಡಿದಾಗೆ: ಡಾ ಮುರುಘರಾಜೇಂದ್ರ ಸ್ವಾಮಿಗಳು bbox=[133, 1786, 747, 1826]
article-b1-col2: ಅಧ್ಯಂದಿಂದ ಸಚಿವ ಸಮ್ಮ ಸಂಸದರ ಅನುದಾನದಡಿ ೩ಕೋಟಿ ಅನುದಾನ ಬಿಡುಗಡೆ ಮಾಡಬೇಕು ಎಂದು ನಗರಸಭೆ ಅಧ್ಯಕ್ಷರು, ಸದಸ್ಯರಿಂದ ಮನವಿ ಸಲ್ಲಿಸಲಾಯಿತು. ಈ ವೇಳೆ ಹೆಚ್.ಗಣೇಶ, ದಮ್ಮೂರು ಸೋಮಪ್ಪ ಸೇರಿದಂತೆ ಹಲವರು ಉಪಸ್ಥಿತರಿದ್ದರು. bbox=[1132, 458, 1318, 563]
photo-village-meeting bbox=[1132, 720, 1514, 957]
date-kannada: ಶನಿವಾರ ೨೩ ಆಗಸ್ಟ್ ೨೦೨೫ bbox=[540, 23, 687, 41]
